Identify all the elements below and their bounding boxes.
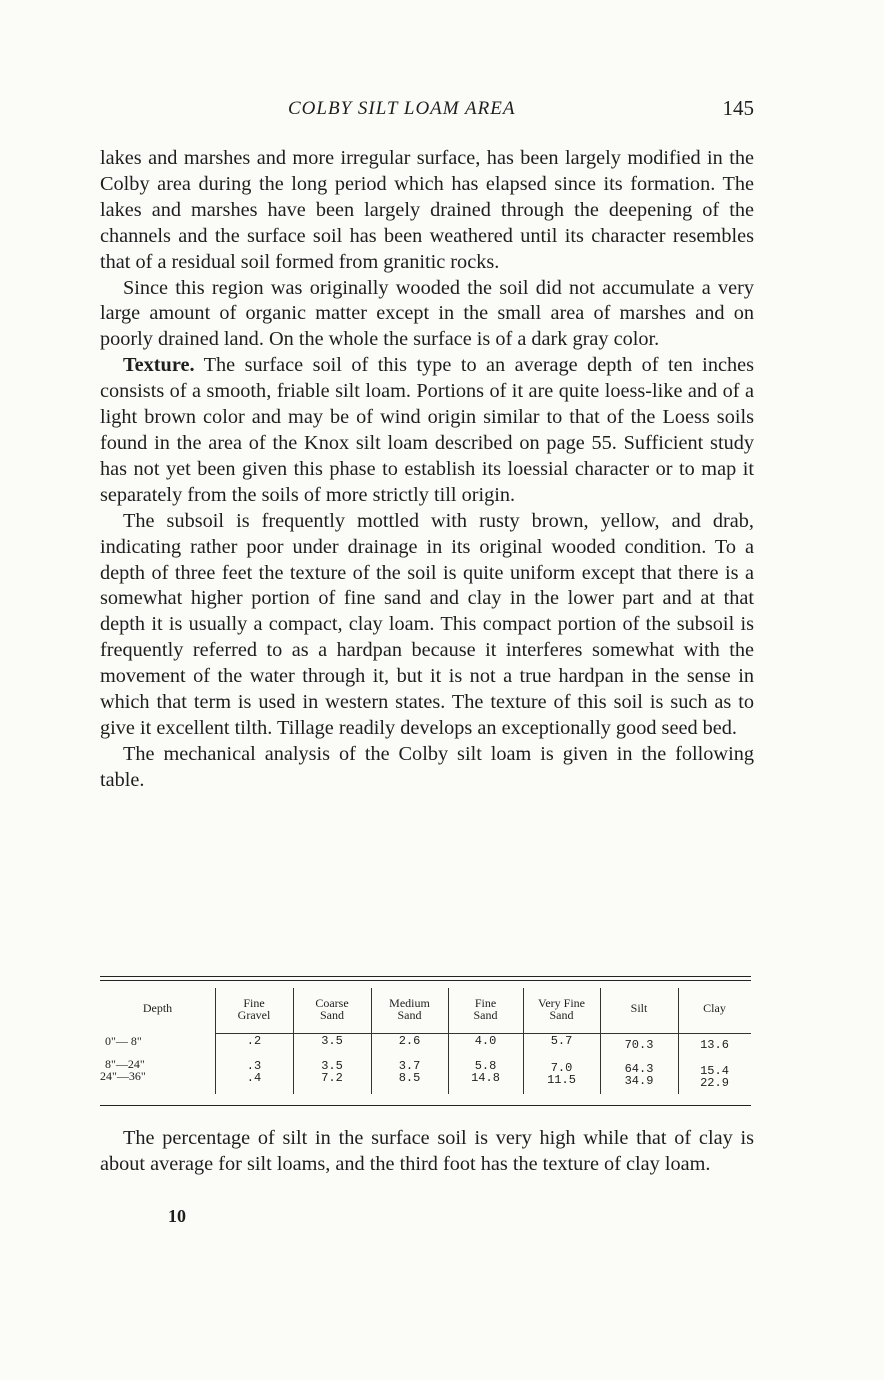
paragraph-organic-matter: Since this region was originally wooded the soil did not accumulate a very large amount of organic matter except in the small area of marshes and on poorly drained land. On the whole the surface is of a dark gray color.: [100, 276, 754, 351]
header-fine-gravel-line-1: Fine: [243, 996, 265, 1010]
cell-silt: 34.9: [624, 1074, 654, 1088]
cell-medium-sand: 2.6: [398, 1034, 421, 1048]
row-depth: 24"—36": [100, 1069, 146, 1083]
header-fine-gravel: [215, 997, 293, 1021]
paragraph-continuation: lakes and marshes and more irregular surface, has been largely modified in the Colby area during the long period which has elapsed since its formation. The lakes and marshes have been largely drained through the deepening of the channels and the surface soil has been weathered until its character resembles that of a residual soil formed from granitic rocks.: [100, 147, 754, 273]
header-fine-sand-line-1: Fine: [474, 996, 497, 1010]
header-medium-sand-line-2: Sand: [397, 1008, 422, 1022]
page-number: 145: [722, 96, 754, 120]
header-very-fine-sand-line-2: Sand: [549, 1008, 574, 1022]
header-fine-gravel-line-2: Gravel: [237, 1008, 271, 1022]
cell-fine-gravel: .3: [246, 1059, 262, 1073]
header-coarse-sand-line-2: Sand: [320, 1008, 344, 1022]
table-top-rule: [100, 976, 751, 981]
cell-very-fine-sand: 5.7: [550, 1034, 573, 1048]
paragraph-subsoil: The subsoil is frequently mottled with rusty brown, yellow, and drab, indicating rather poor under drainage in its original wooded condition. To a depth of three feet the texture of the soil is quite uniform except that there is a somewhat higher portion of fine sand and clay in the lower part and at that depth it is usually a compact, clay loam. This compact portion of the subsoil is frequently referred to as a hardpan because it interferes somewhat with the movement of the water through it, but it is not a true hardpan in the sense in which that term is used in western states. The texture of this soil is such as to give it excellent tilth. Tillage readily develops an exceptionally good seed bed.: [100, 509, 754, 739]
header-fine-sand: [448, 997, 523, 1021]
header-medium-sand-line-1: Medium: [389, 996, 430, 1010]
table-bottom-rule: [100, 1105, 751, 1106]
page-header: [100, 96, 754, 126]
paragraph-texture: [100, 353, 754, 508]
cell-very-fine-sand: 7.0: [550, 1061, 573, 1075]
cell-silt: 70.3: [624, 1038, 654, 1052]
running-title: COLBY SILT LOAM AREA: [288, 98, 516, 119]
header-clay: Clay: [703, 1001, 726, 1015]
header-very-fine-sand-line-1: Very Fine: [538, 996, 585, 1010]
texture-heading: Texture.: [123, 354, 195, 377]
cell-clay: 13.6: [700, 1038, 729, 1052]
signature-mark: 10: [168, 1206, 186, 1226]
closing-text: [100, 1126, 754, 1178]
cell-fine-sand: 14.8: [471, 1071, 500, 1085]
cell-silt: 64.3: [624, 1062, 654, 1076]
body-text: [100, 146, 754, 794]
paragraph-table-intro: The mechanical analysis of the Colby silt loam is given in the following table.: [100, 742, 754, 791]
header-medium-sand: [371, 997, 448, 1021]
mechanical-analysis-table: [100, 976, 751, 1106]
cell-medium-sand: 3.7: [398, 1059, 421, 1073]
cell-fine-sand: 4.0: [474, 1034, 497, 1048]
cell-coarse-sand: 3.5: [321, 1034, 343, 1048]
header-coarse-sand-line-1: Coarse: [315, 996, 349, 1010]
row-depth: 8"—24": [105, 1057, 145, 1071]
cell-clay: 22.9: [700, 1076, 729, 1090]
paragraph-silt-percentage: The percentage of silt in the surface soil is very high while that of clay is about average for silt loams, and the third foot has the texture of clay loam.: [100, 1127, 754, 1175]
cell-coarse-sand: 7.2: [321, 1071, 343, 1085]
cell-very-fine-sand: 11.5: [547, 1073, 576, 1087]
cell-clay: 15.4: [700, 1064, 729, 1078]
cell-fine-sand: 5.8: [474, 1059, 497, 1073]
cell-medium-sand: 8.5: [398, 1071, 421, 1085]
row-depth: 0"— 8": [105, 1034, 142, 1048]
cell-fine-gravel: .4: [246, 1071, 262, 1085]
header-coarse-sand: [293, 997, 371, 1021]
header-depth: Depth: [142, 1001, 173, 1015]
cell-coarse-sand: 3.5: [321, 1059, 343, 1073]
cell-fine-gravel: .2: [246, 1034, 262, 1048]
header-fine-sand-line-2: Sand: [473, 1008, 498, 1022]
header-silt: Silt: [630, 1001, 648, 1015]
header-very-fine-sand: [523, 997, 600, 1021]
texture-text: The surface soil of this type to an average depth of ten inches consists of a smooth, friable silt loam. Portions of it are quite loess-like and of a light brown color and may be of wind origin similar to that of the Loess soils found in the area of the Knox silt loam described on page 55. Sufficient study has not yet been given this phase to establish its loessial character or to map it separately from the soils of more strictly till origin.: [100, 354, 754, 506]
